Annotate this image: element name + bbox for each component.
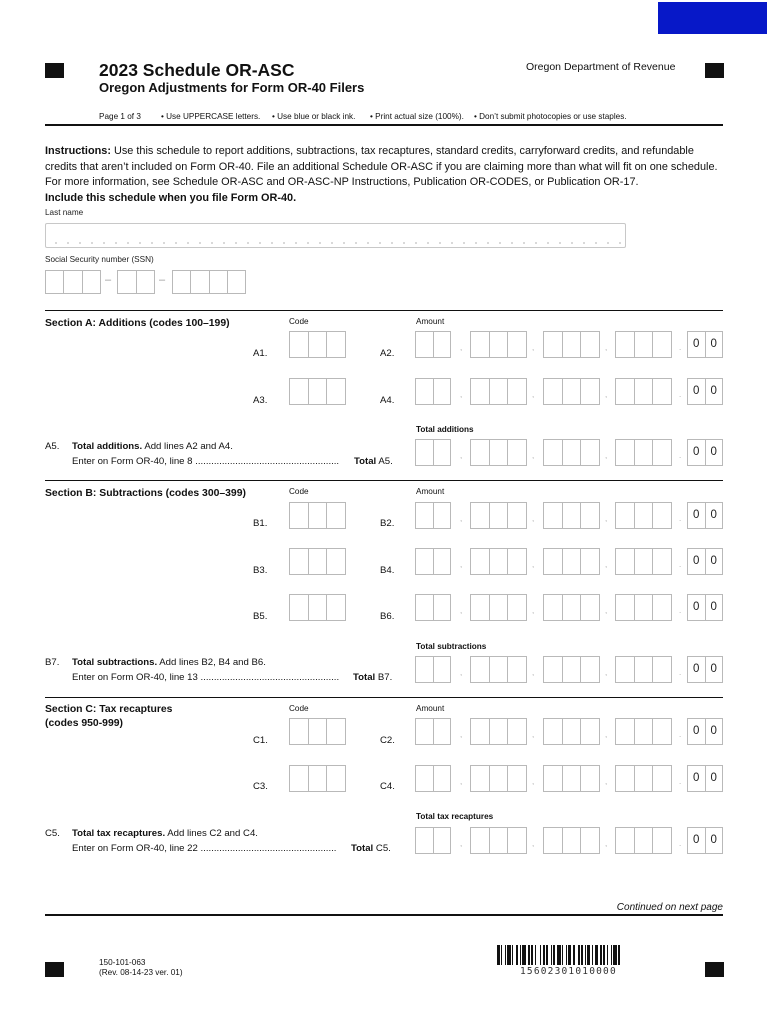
cents-digit: 0 — [688, 440, 706, 465]
amount-digit-group[interactable] — [415, 594, 451, 621]
amount-field-c4[interactable] — [415, 765, 723, 792]
total-c5-tag — [351, 843, 391, 854]
instructions-body: Use this schedule to report additions, subtractions, tax recaptures, standard credits, carryforward credits, and refundable credits that aren’t included on Form OR-40. File an additional Schedule OR-ASC if you are claiming more than what will fit on one schedule. For more information, see Schedule OR-ASC and OR-ASC-NP Instructions, Publication OR-CODES, or Publication OR-17. — [45, 145, 718, 189]
line-label-c4: C4. — [380, 781, 395, 792]
ssn-label: Social Security number (SSN) — [45, 255, 154, 264]
amount-digit-group[interactable] — [470, 378, 527, 405]
line-label-a1: A1. — [253, 348, 268, 359]
amount-separator: , — [605, 777, 608, 786]
cents-digit: 0 — [710, 555, 717, 567]
amount-digit-group[interactable] — [415, 765, 451, 792]
amount-separator: . — [679, 668, 682, 677]
amount-separator: , — [532, 390, 535, 399]
cents-digit: 0 — [688, 828, 706, 853]
line-label-b3: B3. — [253, 565, 268, 576]
ssn-dash-2: – — [159, 274, 166, 286]
code-field-a3[interactable] — [289, 378, 346, 405]
amount-digit-group[interactable] — [415, 439, 451, 466]
line-label-c2: C2. — [380, 735, 395, 746]
total-additions-instruction — [72, 441, 233, 452]
total-subtractions-instruction — [72, 657, 266, 668]
total-c5-word: Total — [351, 843, 374, 854]
cents-box — [687, 439, 723, 466]
form-number: 150-101-063 — [99, 958, 146, 967]
cents-box — [687, 502, 723, 529]
header-rule — [45, 124, 723, 126]
line-label-a4: A4. — [380, 395, 395, 406]
amount-separator: , — [605, 390, 608, 399]
amount-separator: , — [532, 839, 535, 848]
form-revision: (Rev. 08-14-23 ver. 01) — [99, 968, 183, 977]
cents-box — [687, 331, 723, 358]
cents-digit: 0 — [710, 385, 717, 397]
amount-digit-group[interactable] — [415, 718, 451, 745]
amount-digit-group[interactable] — [415, 656, 451, 683]
line-label-c1: C1. — [253, 735, 268, 746]
last-name-label: Last name — [45, 208, 84, 217]
section-c-rule — [45, 697, 723, 698]
amount-separator: , — [532, 668, 535, 677]
amount-digit-group[interactable] — [615, 548, 672, 575]
cents-digit: 0 — [710, 338, 717, 350]
section-b-rule — [45, 480, 723, 481]
amount-digit-group[interactable] — [615, 502, 672, 529]
ssn-dash-1: – — [105, 274, 112, 286]
line-label-a2: A2. — [380, 348, 395, 359]
amount-separator: , — [460, 668, 463, 677]
total-recaptures-bold: Total tax recaptures. — [72, 828, 166, 839]
amount-separator: . — [679, 451, 682, 460]
total-additions-enter: Enter on Form OR-40, line 8 ...................................................... — [72, 456, 340, 467]
registration-mark-top-left — [45, 63, 64, 78]
amount-field-b7[interactable] — [415, 656, 723, 683]
section-c-title: Section C: Tax recaptures — [45, 704, 173, 715]
cents-digit: 0 — [688, 379, 706, 404]
amount-digit-group[interactable] — [470, 548, 527, 575]
amount-field-b4[interactable] — [415, 548, 723, 575]
cents-box — [687, 594, 723, 621]
amount-digit-group[interactable] — [470, 827, 527, 854]
amount-separator: , — [532, 343, 535, 352]
note-uppercase: • Use UPPERCASE letters. — [161, 112, 261, 121]
line-label-b5: B5. — [253, 611, 268, 622]
code-field-b3[interactable] — [289, 548, 346, 575]
registration-mark-bottom-right — [705, 962, 724, 977]
code-field-c3[interactable] — [289, 765, 346, 792]
amount-digit-group[interactable] — [543, 765, 600, 792]
cents-digit: 0 — [688, 766, 706, 791]
cents-digit: 0 — [710, 772, 717, 784]
total-b7-line: B7. — [375, 672, 393, 683]
total-a5-word: Total — [354, 456, 377, 467]
amount-digit-group[interactable] — [470, 718, 527, 745]
amount-separator: , — [532, 730, 535, 739]
amount-digit-group[interactable] — [470, 656, 527, 683]
code-field-c1[interactable] — [289, 718, 346, 745]
amount-separator: , — [605, 606, 608, 615]
note-print: • Print actual size (100%). — [370, 112, 464, 121]
cents-box — [687, 378, 723, 405]
amount-field-a5[interactable] — [415, 439, 723, 466]
total-b7-word: Total — [353, 672, 376, 683]
cents-digit: 0 — [688, 503, 706, 528]
line-label-b6: B6. — [380, 611, 395, 622]
cents-digit: 0 — [710, 834, 717, 846]
instructions-include: Include this schedule when you file Form OR-40. — [45, 191, 297, 204]
instructions-lead: Instructions: — [45, 145, 111, 157]
cents-box — [687, 765, 723, 792]
total-recaptures-enter: Enter on Form OR-40, line 22 ................................................... — [72, 843, 337, 854]
total-recaptures-text: Add lines C2 and C4. — [165, 828, 258, 839]
amount-separator: , — [460, 777, 463, 786]
amount-separator: . — [679, 560, 682, 569]
amount-digit-group[interactable] — [470, 439, 527, 466]
amount-separator: , — [605, 451, 608, 460]
line-label-b1: B1. — [253, 518, 268, 529]
note-photocopy: • Don’t submit photocopies or use staples. — [474, 112, 627, 121]
amount-digit-group[interactable] — [415, 331, 451, 358]
amount-separator: , — [605, 343, 608, 352]
total-subtractions-enter: Enter on Form OR-40, line 13 .................................................... — [72, 672, 340, 683]
cents-box — [687, 548, 723, 575]
amount-separator: . — [679, 390, 682, 399]
amount-digit-group[interactable] — [470, 765, 527, 792]
amount-separator: , — [605, 560, 608, 569]
amount-field-a4[interactable] — [415, 378, 723, 405]
cents-digit: 0 — [710, 509, 717, 521]
section-a-code-header: Code — [289, 317, 309, 326]
amount-separator: , — [605, 514, 608, 523]
section-a-rule — [45, 310, 723, 311]
total-subtractions-header: Total subtractions — [416, 642, 487, 651]
cents-box — [687, 656, 723, 683]
amount-separator: , — [532, 451, 535, 460]
amount-separator: , — [460, 514, 463, 523]
cents-digit: 0 — [688, 657, 706, 682]
amount-separator: , — [605, 668, 608, 677]
cents-digit: 0 — [710, 663, 717, 675]
ssn-field-part1[interactable] — [45, 270, 101, 294]
amount-digit-group[interactable] — [415, 827, 451, 854]
amount-separator: , — [532, 560, 535, 569]
cents-digit: 0 — [688, 595, 706, 620]
barcode — [497, 945, 667, 965]
corner-tab-marker — [658, 2, 767, 34]
amount-separator: , — [460, 451, 463, 460]
section-a-title: Section A: Additions (codes 100–199) — [45, 318, 230, 329]
amount-field-c2[interactable] — [415, 718, 723, 745]
amount-digit-group[interactable] — [615, 718, 672, 745]
cents-digit: 0 — [710, 446, 717, 458]
section-c-amount-header: Amount — [416, 704, 445, 713]
total-c5-line: C5. — [373, 843, 391, 854]
amount-separator: . — [679, 343, 682, 352]
total-a5-tag — [354, 456, 393, 467]
section-c-code-header: Code — [289, 704, 309, 713]
instructions — [45, 144, 725, 206]
line-label-a5: A5. — [45, 441, 60, 452]
amount-digit-group[interactable] — [415, 502, 451, 529]
amount-separator: . — [679, 514, 682, 523]
ssn-field-part2[interactable] — [117, 270, 155, 294]
footer-rule — [45, 914, 723, 916]
total-subtractions-text: Add lines B2, B4 and B6. — [157, 657, 266, 668]
amount-digit-group[interactable] — [470, 331, 527, 358]
total-a5-line: A5. — [376, 456, 393, 467]
amount-digit-group[interactable] — [543, 718, 600, 745]
code-field-b5[interactable] — [289, 594, 346, 621]
form-subtitle: Oregon Adjustments for Form OR-40 Filers — [99, 80, 365, 95]
form-title: 2023 Schedule OR-ASC — [99, 60, 295, 80]
amount-separator: , — [460, 606, 463, 615]
amount-separator: , — [460, 343, 463, 352]
amount-digit-group[interactable] — [615, 827, 672, 854]
line-label-c3: C3. — [253, 781, 268, 792]
amount-separator: . — [679, 606, 682, 615]
amount-digit-group[interactable] — [543, 331, 600, 358]
code-field-b1[interactable] — [289, 502, 346, 529]
amount-field-c5[interactable] — [415, 827, 723, 854]
page-info: Page 1 of 3 — [99, 112, 141, 121]
amount-digit-group[interactable] — [615, 594, 672, 621]
amount-digit-group[interactable] — [615, 439, 672, 466]
section-a-amount-header: Amount — [416, 317, 445, 326]
ssn-field-part3[interactable] — [172, 270, 246, 294]
total-recaptures-instruction — [72, 828, 258, 839]
last-name-field[interactable] — [45, 223, 626, 248]
line-label-a3: A3. — [253, 395, 268, 406]
cents-digit: 0 — [688, 332, 706, 357]
amount-separator: . — [679, 839, 682, 848]
code-field-a1[interactable] — [289, 331, 346, 358]
amount-field-b2[interactable] — [415, 502, 723, 529]
amount-digit-group[interactable] — [543, 548, 600, 575]
amount-digit-group[interactable] — [615, 656, 672, 683]
amount-digit-group[interactable] — [543, 827, 600, 854]
cents-box — [687, 827, 723, 854]
amount-separator: . — [679, 730, 682, 739]
cents-digit: 0 — [710, 725, 717, 737]
amount-separator: , — [605, 839, 608, 848]
continued-note: Continued on next page — [616, 902, 723, 913]
cents-box — [687, 718, 723, 745]
line-label-b7: B7. — [45, 657, 60, 668]
amount-separator: , — [605, 730, 608, 739]
amount-digit-group[interactable] — [470, 502, 527, 529]
section-b-code-header: Code — [289, 487, 309, 496]
line-label-b2: B2. — [380, 518, 395, 529]
total-additions-bold: Total additions. — [72, 441, 143, 452]
note-ink: • Use blue or black ink. — [272, 112, 356, 121]
amount-separator: , — [460, 839, 463, 848]
amount-digit-group[interactable] — [615, 378, 672, 405]
amount-digit-group[interactable] — [415, 548, 451, 575]
cents-digit: 0 — [688, 549, 706, 574]
section-c-title-codes: (codes 950-999) — [45, 718, 123, 729]
amount-digit-group[interactable] — [615, 331, 672, 358]
cents-digit: 0 — [710, 601, 717, 613]
total-additions-text: Add lines A2 and A4. — [142, 441, 233, 452]
amount-separator: , — [532, 606, 535, 615]
amount-digit-group[interactable] — [470, 594, 527, 621]
total-b7-tag — [353, 672, 392, 683]
amount-field-a2[interactable] — [415, 331, 723, 358]
amount-separator: , — [460, 390, 463, 399]
total-additions-header: Total additions — [416, 425, 474, 434]
amount-digit-group[interactable] — [543, 656, 600, 683]
amount-digit-group[interactable] — [543, 594, 600, 621]
cents-digit: 0 — [688, 719, 706, 744]
amount-digit-group[interactable] — [615, 765, 672, 792]
total-subtractions-bold: Total subtractions. — [72, 657, 158, 668]
amount-digit-group[interactable] — [543, 378, 600, 405]
amount-digit-group[interactable] — [543, 502, 600, 529]
registration-mark-bottom-left — [45, 962, 64, 977]
amount-separator: , — [532, 777, 535, 786]
amount-digit-group[interactable] — [543, 439, 600, 466]
line-label-b4: B4. — [380, 565, 395, 576]
section-b-amount-header: Amount — [416, 487, 445, 496]
amount-separator: , — [460, 560, 463, 569]
amount-separator: , — [460, 730, 463, 739]
amount-separator: , — [532, 514, 535, 523]
registration-mark-top-right — [705, 63, 724, 78]
barcode-number: 15602301010000 — [520, 966, 617, 977]
section-b-title: Section B: Subtractions (codes 300–399) — [45, 488, 246, 499]
line-label-c5: C5. — [45, 828, 60, 839]
amount-separator: . — [679, 777, 682, 786]
amount-field-b6[interactable] — [415, 594, 723, 621]
department-name: Oregon Department of Revenue — [526, 61, 676, 73]
amount-digit-group[interactable] — [415, 378, 451, 405]
total-recaptures-header: Total tax recaptures — [416, 812, 494, 821]
